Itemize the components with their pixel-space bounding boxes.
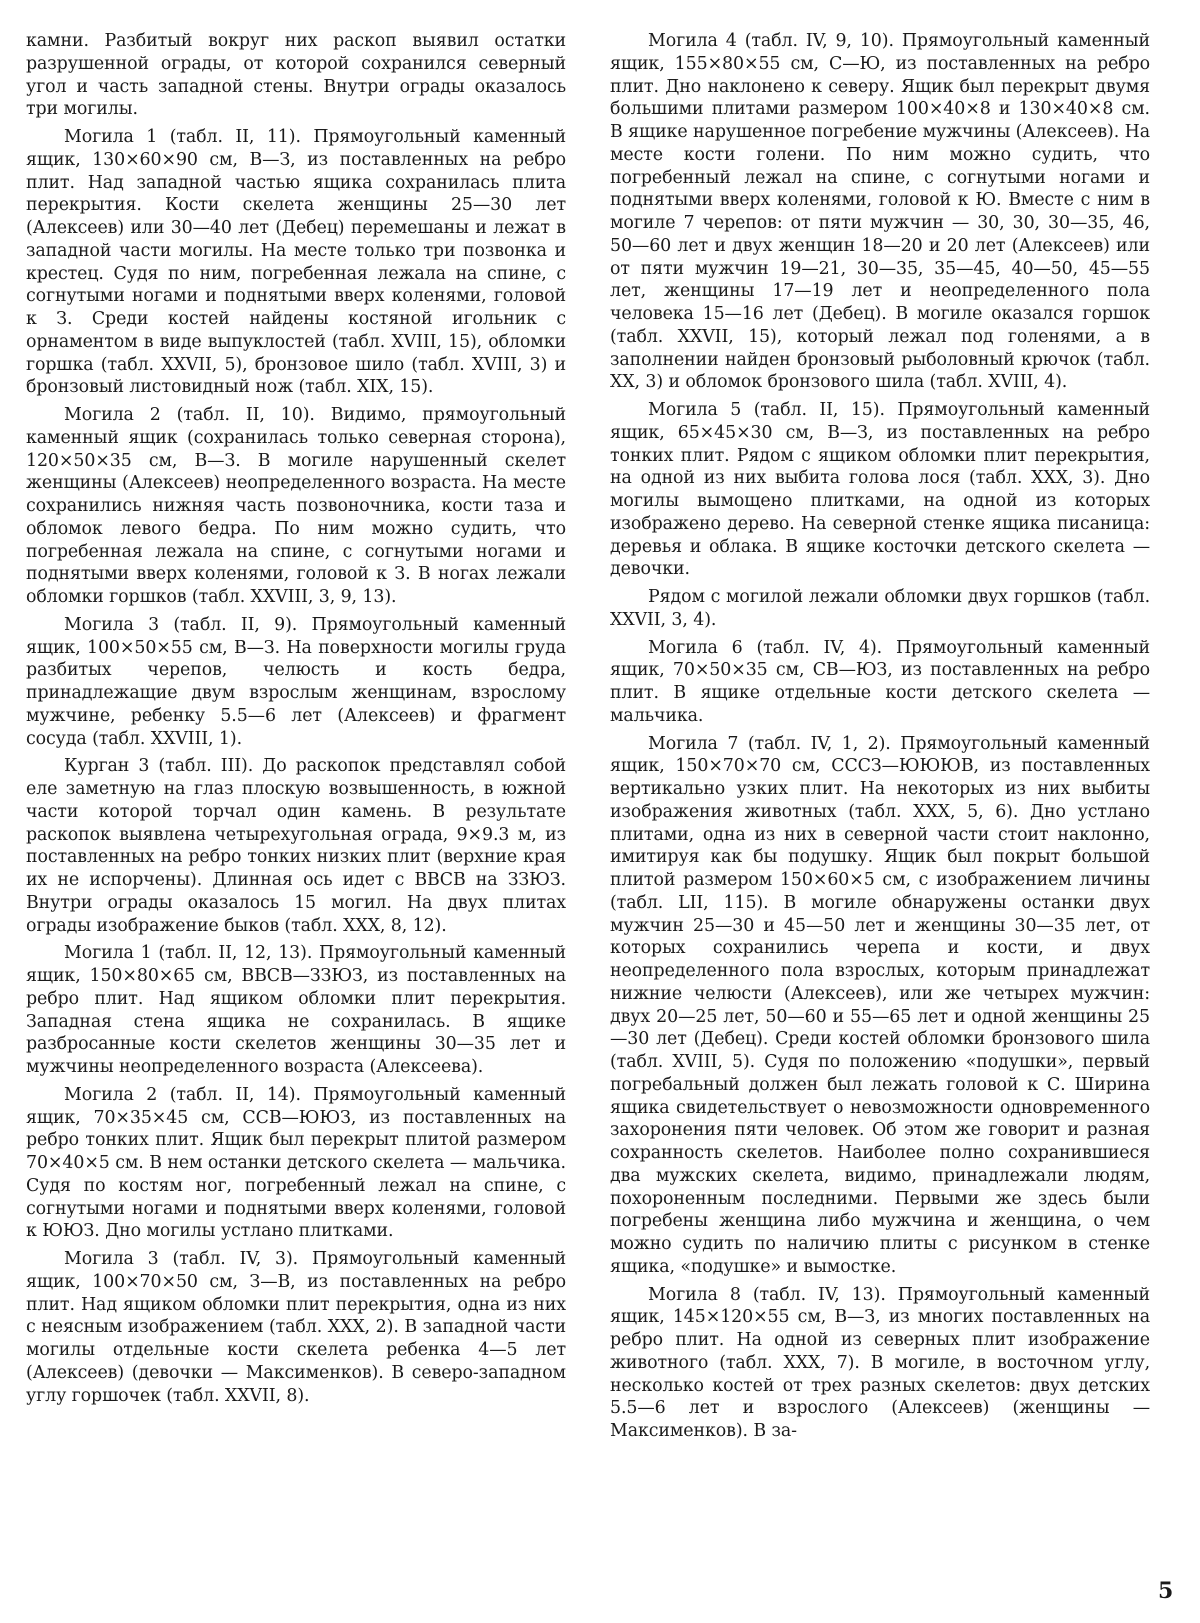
paragraph: Могила 2 (табл. II, 10). Видимо, прямоугольный каменный ящик (сохранилась только северная сторона), 120×50×35 см, В—З. В могиле нарушенный скелет женщины (Алексеев) неопределенного возраста. На месте сохранились нижняя часть позвоночника, кости таза и обломок левого бедра. По ним можно судить, что погребенная лежала на спине, с согнутыми ногами и поднятыми вверх коленями, головой к З. В ногах лежали обломки горшков (табл. XXVIII, 3, 9, 13). — [26, 405, 566, 607]
paragraph: Могила 5 (табл. II, 15). Прямоугольный каменный ящик, 65×45×30 см, В—З, из поставленных на ребро тонких плит. Рядом с ящиком обломки плит перекрытия, на одной из них выбита голова лося (табл. XXX, 3). Дно могилы вымощено плитками, на одной из которых изображено дерево. На северной стенке ящика писаница: деревья и облака. В ящике косточки детского скелета — девочки. — [610, 400, 1150, 580]
paragraph: Могила 2 (табл. II, 14). Прямоугольный каменный ящик, 70×35×45 см, ССВ—ЮЮЗ, из поставленных на ребро тонких плит. Ящик был перекрыт плитой размером 70×40×5 см. В нем останки детского скелета — мальчика. Судя по костям ног, погребенный лежал на спине, с согнутыми ногами и поднятыми вверх коленями, головой к ЮЮЗ. Дно могилы устлано плитками. — [26, 1084, 566, 1242]
paragraph: Курган 3 (табл. III). До раскопок представлял собой еле заметную на глаз плоскую возвышенность, в южной части которой торчал один камень. В результате раскопок выявлена четырехугольная ограда, 9×9.3 м, из поставленных на ребро тонких низких плит (верхние края их не испорчены). Длинная ось идет с ВВСВ на ЗЗЮЗ. Внутри ограды оказалось 15 могил. На двух плитах ограды изображение быков (табл. XXX, 8, 12). — [26, 756, 566, 936]
paragraph: камни. Разбитый вокруг них раскоп выявил остатки разрушенной ограды, от которой сохранился северный угол и часть западной стены. Внутри ограды оказалось три могилы. — [26, 31, 566, 120]
paragraph: Могила 1 (табл. II, 11). Прямоугольный каменный ящик, 130×60×90 см, В—З, из поставленных на ребро плит. Над западной частью ящика сохранилась плита перекрытия. Кости скелета женщины 25—30 лет (Алексеев) или 30—40 лет (Дебец) перемешаны и лежат в западной части могилы. На месте только три позвонка и крестец. Судя по ним, погребенная лежала на спине, с согнутыми ногами и поднятыми вверх коленями, головой к З. Среди костей найдены костяной игольник с орнаментом в виде выпуклостей (табл. XVIII, 15), обломки горшка (табл. XXVII, 5), бронзовое шило (табл. XVIII, 3) и бронзовый листовидный нож (табл. XIX, 15). — [26, 127, 566, 398]
paragraph: Могила 1 (табл. II, 12, 13). Прямоугольный каменный ящик, 150×80×65 см, ВВСВ—ЗЗЮЗ, из поставленных на ребро плит. Над ящиком обломки плит перекрытия. Западная стена ящика не сохранилась. В ящике разбросанные кости скелетов женщины 30—35 лет и мужчины неопределенного возраста (Алексеева). — [26, 943, 566, 1077]
paragraph: Могила 3 (табл. II, 9). Прямоугольный каменный ящик, 100×50×55 см, В—З. На поверхности могилы груда разбитых черепов, челюсть и кость бедра, принадлежащие двум взрослым женщинам, взрослому мужчине, ребенку 5.5—6 лет (Алексеев) и фрагмент сосуда (табл. XXVIII, 1). — [26, 614, 566, 749]
paragraph: Могила 7 (табл. IV, 1, 2). Прямоугольный каменный ящик, 150×70×70 см, СССЗ—ЮЮЮВ, из поставленных вертикально узких плит. На некоторых из них выбиты изображения животных (табл. XXX, 5, 6). Дно устлано плитами, одна из них в северной части стоит наклонно, имитируя как бы подушку. Ящик был покрыт большой плитой размером 150×60×5 см, с изображением личины (табл. LII, 115). В могиле обнаружены останки двух мужчин 25—30 и 45—50 лет и женщины 30—35 лет, от которых сохранились черепа и кости, и двух неопределенного пола взрослых, которым принадлежат нижние челюсти (Алексеев), или же четырех мужчин: двух 20—25 лет, 50—60 и 55—65 лет и одной женщины 25—30 лет (Дебец). Среди костей обломки бронзового шила (табл. XVIII, 5). Судя по положению «подушки», первый погребальный должен был лежать головой к С. Ширина ящика свидетельствует о невозможности одновременного захоронения пяти человек. Об этом же говорит и разная сохранность скелетов. Наиболее полно сохранившиеся два мужских скелета, видимо, принадлежали людям, похороненным последними. Первыми же здесь были погребены женщина либо мужчина и женщина, о чем можно судить по наличию плиты с рисунком в стенке ящика, «подушке» и вымостке. — [610, 733, 1150, 1277]
paragraph: Рядом с могилой лежали обломки двух горшков (табл. XXVII, 3, 4). — [610, 587, 1150, 630]
paragraph: Могила 3 (табл. IV, 3). Прямоугольный каменный ящик, 100×70×50 см, З—В, из поставленных на ребро плит. Над ящиком обломки плит перекрытия, одна из них с неясным изображением (табл. XXX, 2). В западной части могилы отдельные кости скелета ребенка 4—5 лет (Алексеев) (девочки — Максименков). В северо-западном углу горшочек (табл. XXVII, 8). — [26, 1249, 566, 1406]
paragraph: Могила 6 (табл. IV, 4). Прямоугольный каменный ящик, 70×50×35 см, СВ—ЮЗ, из поставленных на ребро плит. В ящике отдельные кости детского скелета — мальчика. — [610, 637, 1150, 726]
page-number: 5 — [1158, 1578, 1174, 1604]
paragraph: Могила 4 (табл. IV, 9, 10). Прямоугольный каменный ящик, 155×80×55 см, С—Ю, из поставленных на ребро плит. Дно наклонено к северу. Ящик был перекрыт двумя большими плитами размером 100×40×8 и 130×40×8 см. В ящике нарушенное погребение мужчины (Алексеев). На месте кости голени. По ним можно судить, что погребенный лежал на спине, с согнутыми ногами и поднятыми вверх коленями, головой к Ю. Вместе с ним в могиле 7 черепов: от пяти мужчин — 30, 30, 30—35, 46, 50—60 лет и двух женщин 18—20 и 20 лет (Алексеев) или от пяти мужчин 19—21, 30—35, 35—45, 40—50, 45—55 лет, женщины 17—19 лет и неопределенного пола человека 15—16 лет (Дебец). В могиле оказался горшок (табл. XXVII, 15), который лежал под голенями, а в заполнении найден бронзовый рыболовный крючок (табл. XX, 3) и обломок бронзового шила (табл. XVIII, 4). — [610, 31, 1150, 393]
left-column — [26, 30, 566, 1412]
right-column — [610, 30, 1150, 1448]
paragraph: Могила 8 (табл. IV, 13). Прямоугольный каменный ящик, 145×120×55 см, В—З, из многих поставленных на ребро плит. На одной из северных плит изображение животного (табл. XXX, 7). В могиле, в восточном углу, несколько костей от трех разных скелетов: двух детских 5.5—6 лет и взрослого (Алексеев) (женщины — Максименков). В за- — [610, 1284, 1150, 1441]
